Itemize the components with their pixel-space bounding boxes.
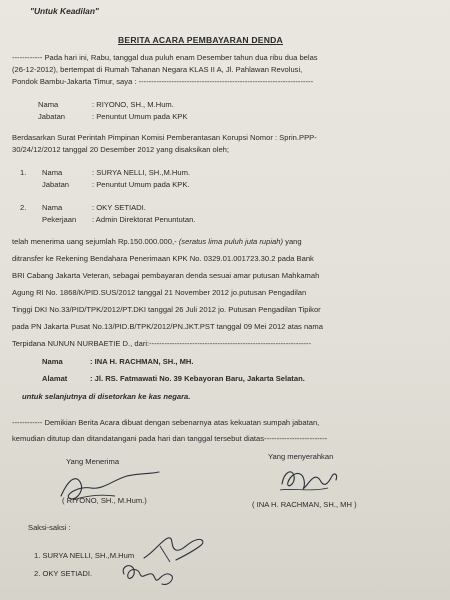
officer-name-label: Nama: [38, 100, 59, 109]
payer-name-label: Nama: [42, 357, 63, 366]
payment-line-7: Terpidana NUNUN NURBAETIE D., dari:----------------------------------------------------------------: [12, 339, 311, 348]
payment-line-5: Tinggi DKI No.33/PID/TPK/2012/PT.DKI tanggal 26 Juli 2012 jo. Putusan Pengadilan Tipikor: [12, 305, 321, 314]
payment-amount-words: (seratus lima puluh juta rupiah): [178, 237, 284, 246]
basis-line-2: 30/24/12/2012 tanggal 20 Desember 2012 yang disaksikan oleh;: [12, 145, 230, 154]
basis-line-1: Berdasarkan Surat Perintah Pimpinan Komisi Pemberantasan Korupsi Nomor : Sprin.PPP-: [12, 133, 317, 142]
closing-line-2: kemudian ditutup dan ditandatangani pada hari dan tanggal tersebut diatas-------------------------: [12, 434, 328, 443]
payment-amount-text: telah menerima uang sejumlah Rp.150.000.000,-: [12, 237, 177, 246]
payer-address-value: : Jl. RS. Fatmawati No. 39 Kebayoran Baru, Jakarta Selatan.: [90, 374, 305, 383]
payment-line-3: BRI Cabang Jakarta Veteran, sebagai pembayaran denda sesuai amar putusan Mahkamah: [12, 271, 320, 280]
witness-2-role-value: : Admin Direktorat Penuntutan.: [92, 215, 196, 224]
witness-1-role-label: Jabatan: [42, 180, 70, 189]
payment-line-2: ditransfer ke Rekening Bendahara Penerimaan KPK No. 0329.01.001723.30.2 pada Bank: [12, 254, 314, 263]
payer-address-label: Alamat: [42, 374, 68, 383]
payer-name-value: : INA H. RACHMAN, SH., MH.: [90, 357, 194, 366]
officer-name-value: : RIYONO, SH., M.Hum.: [92, 100, 174, 109]
intro-line-3: Pondok Bambu-Jakarta Timur, saya : ---------------------------------------------------------------------: [12, 77, 314, 86]
witness-sign-1: 1. SURYA NELLI, SH.,M.Hum: [34, 551, 135, 560]
giver-signature: [276, 462, 346, 498]
witness-2-role-label: Pekerjaan: [42, 215, 77, 224]
witness-2-number: 2.: [20, 203, 27, 212]
officer-position-value: : Penuntut Umum pada KPK: [92, 112, 188, 121]
receiver-name: ( RIYONO, SH., M.Hum.): [62, 496, 147, 505]
closing-line-1: ------------ Demikian Berita Acara dibuat dengan sebenarnya atas kekuatan sumpah jabatan,: [12, 418, 320, 427]
payment-line-1: [12, 237, 302, 248]
payment-line-1-end: yang: [285, 237, 302, 246]
intro-line-1: ------------ Pada hari ini, Rabu, tanggal dua puluh enam Desember tahun dua ribu dua belas: [12, 53, 318, 62]
witness-1-role-value: : Penuntut Umum pada KPK.: [92, 180, 190, 189]
document-title: BERITA ACARA PEMBAYARAN DENDA: [118, 35, 283, 45]
payment-line-6: pada PN Jakarta Pusat No.13/PID.B/TPK/2012/PN.JKT.PST tanggal 09 Mei 2012 atas nama: [12, 322, 323, 331]
receiver-label: Yang Menerima: [66, 457, 120, 466]
witness-1-number: 1.: [20, 168, 27, 177]
intro-line-2: (26-12-2012), bertempat di Rumah Tahanan Negara KLAS II A, Jl. Pahlawan Revolusi,: [12, 65, 303, 74]
witness-2-signature: [118, 560, 178, 590]
witnesses-sign-label: Saksi-saksi :: [28, 523, 71, 532]
witness-sign-2: 2. OKY SETIADI.: [34, 569, 93, 578]
giver-name: ( INA H. RACHMAN, SH., MH ): [252, 500, 357, 509]
officer-position-label: Jabatan: [38, 112, 66, 121]
motto: "Untuk Keadilan": [30, 6, 99, 16]
witness-2-name-label: Nama: [42, 203, 63, 212]
payment-line-4: Agung RI No. 1868/K/PID.SUS/2012 tanggal 21 November 2012 jo.putusan Pengadilan: [12, 288, 307, 297]
witness-1-name-label: Nama: [42, 168, 63, 177]
witness-1-name-value: : SURYA NELLI, SH.,M.Hum.: [92, 168, 191, 177]
witness-2-name-value: : OKY SETIADI.: [92, 203, 146, 212]
giver-label: Yang menyerahkan: [268, 452, 334, 461]
deposit-note: untuk selanjutnya di disetorkan ke kas negara.: [22, 392, 191, 401]
